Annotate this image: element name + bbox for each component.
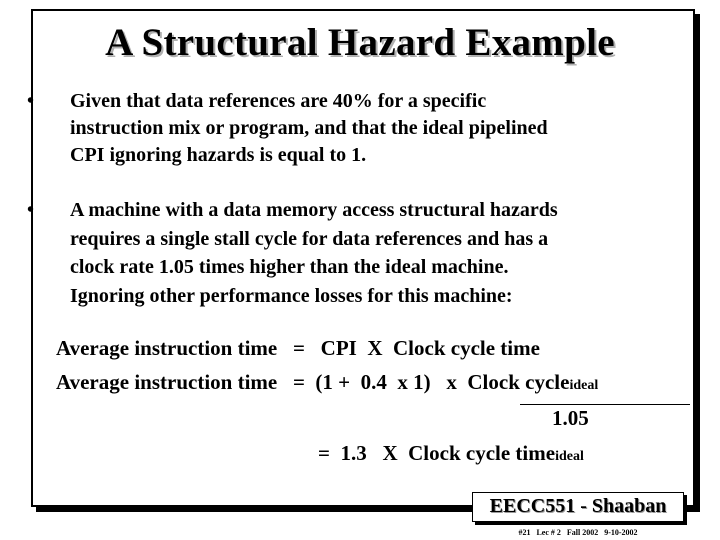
footer-badge — [472, 492, 684, 522]
bullet-2-line-3: clock rate 1.05 times higher than the ideal machine. — [70, 256, 509, 278]
fraction-rule — [520, 404, 690, 405]
slide-title: A Structural Hazard Example — [105, 21, 615, 64]
footer-name: EECC551 - Shaaban — [489, 495, 667, 517]
bullet-marker: • — [27, 90, 35, 112]
bullet-2-line-2: requires a single stall cycle for data references and has a — [70, 228, 549, 250]
formula-subscript: ideal — [569, 378, 599, 393]
formula-line-1: Average instruction time = CPI X Clock cycle time — [56, 336, 540, 360]
formula-denominator: 1.05 — [552, 406, 589, 430]
formula-line-4 — [318, 441, 584, 466]
formula-line-2 — [56, 370, 598, 395]
formula-subscript: ideal — [555, 449, 584, 464]
footer-meta: #21 Lec # 2 Fall 2002 9-10-2002 — [518, 528, 638, 537]
bullet-1-line-1: Given that data references are 40% for a specific — [70, 90, 487, 112]
bullet-1-line-2: instruction mix or program, and that the ideal pipelined — [70, 117, 548, 139]
formula-line-4-main: = 1.3 X Clock cycle time — [318, 441, 556, 465]
bullet-marker: • — [27, 199, 35, 221]
formula-line-2-main: Average instruction time = (1 + 0.4 x 1) x Clock cycle — [56, 370, 570, 394]
bullet-1-line-3: CPI ignoring hazards is equal to 1. — [70, 144, 367, 166]
bullet-2-line-1: A machine with a data memory access structural hazards — [70, 199, 558, 221]
bullet-2-line-4: Ignoring other performance losses for this machine: — [70, 285, 513, 307]
